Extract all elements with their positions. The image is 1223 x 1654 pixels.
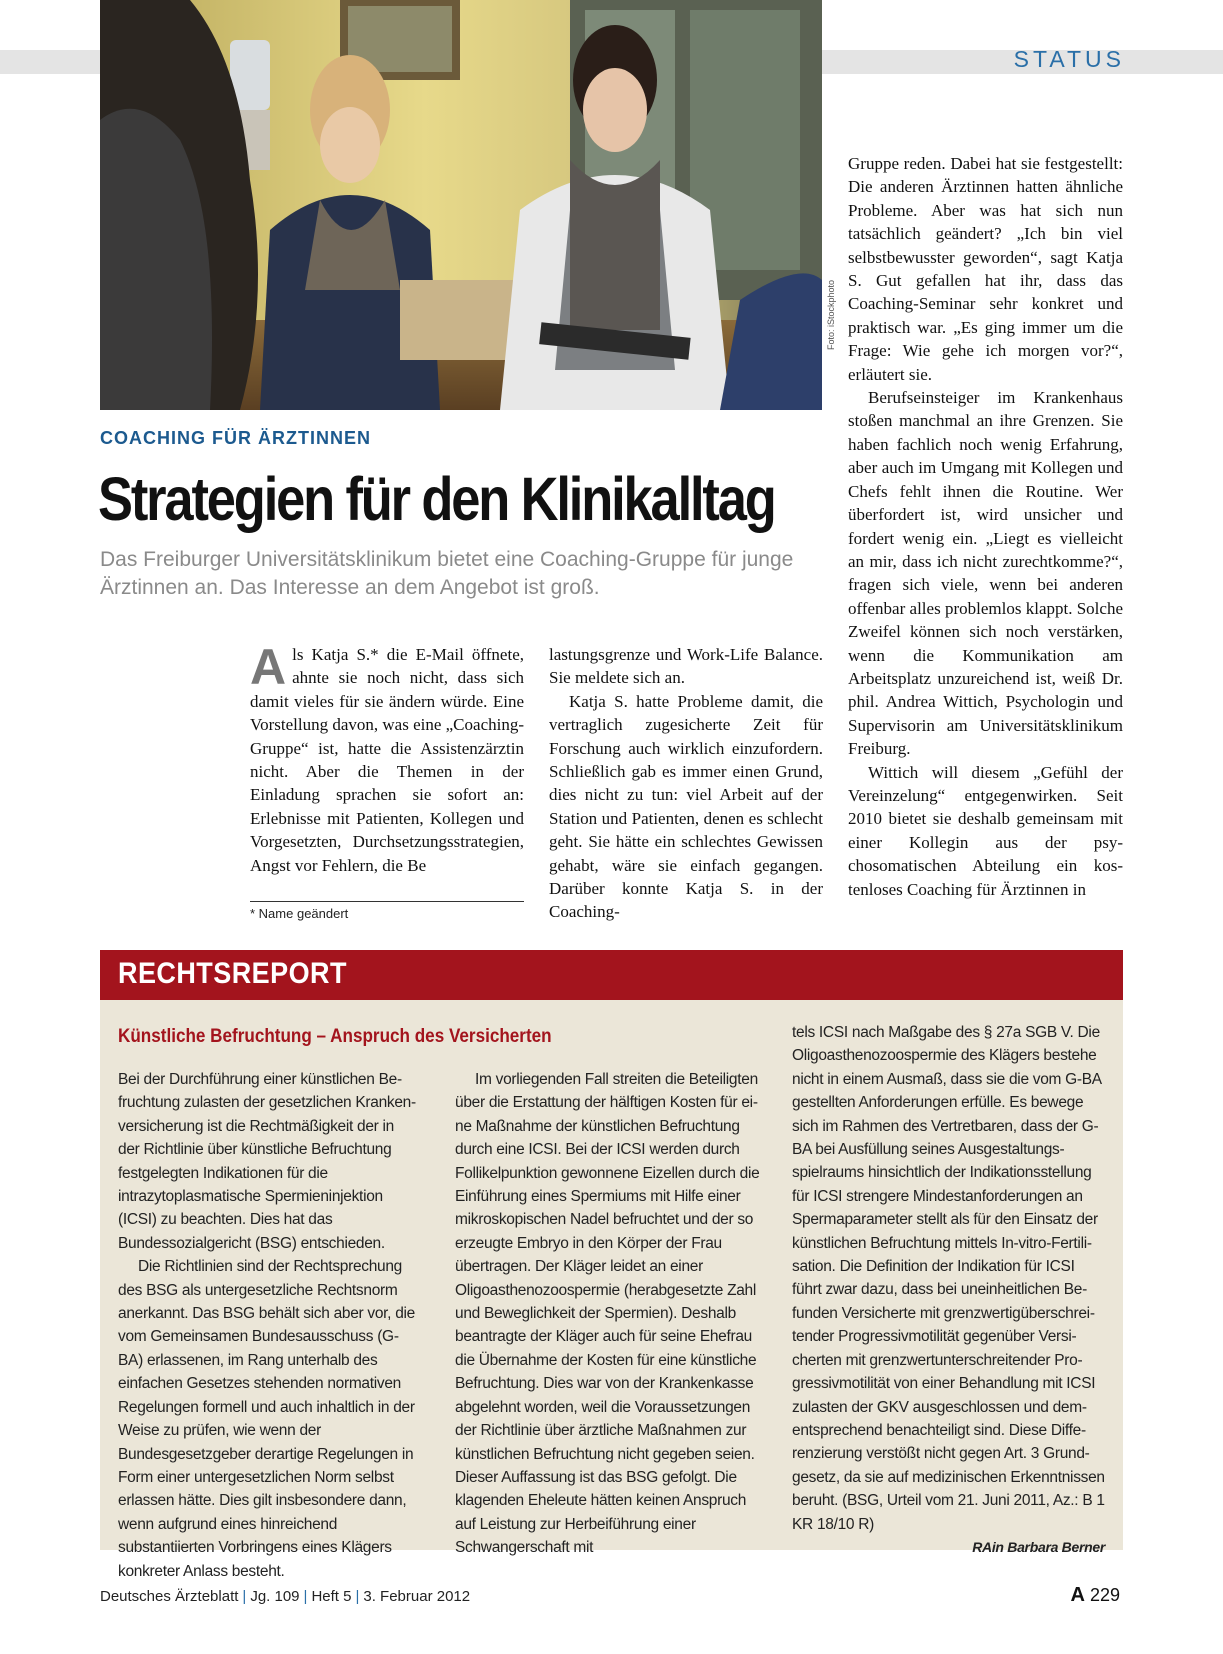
article-paragraph: Gruppe reden. Dabei hat sie festgestellt: Die anderen Ärztinnen hatten ähnliche Probleme. Aber was hat sich nun tatsächlich geändert? „Ich bin viel selbstbewusster geworden“, sagt Katja S. Gut gefallen hat ihr, dass das Coaching-Seminar sehr konkret und praktisch war. „Es ging immer um die Frage: Wie gehe ich morgen vor?“, erläutert sie. <box>848 154 1123 384</box>
drop-cap: A <box>250 639 287 695</box>
report-column-3 <box>792 1021 1105 1559</box>
journal-volume: Jg. 109 <box>250 1588 300 1605</box>
report-paragraph: tels ICSI nach Maßgabe des § 27a SGB V. Die Oligoasthenozoospermie des Klägers bestehe nicht in einem Ausmaß, dass sie die vom G-BA gestellten Anforderungen erfülle. Es bewege sich im Rahmen des Vertretbaren, dass der G-BA bei Ausfüllung seines Ausgestaltungsspielraums hinsichtlich der Indikationsstellung für ICSI strengere Mindestanforderungen an Spermaparameter stellt als für den Einsatz der künstlichen Befruchtung mittels In-vitro-Fertilisation. Die Definition der Indikation für ICSI führt zwar dazu, dass bei uneinheitlichen Befunden Versicherte mit grenzwertigüberschreitender Progressivmotilität gegenüber Versicherten mit grenzwertunterschreitender Progressivmotilität von einer Behandlung mit ICSI zulasten der GKV ausgeschlossen und dementsprechend benachteiligt sind. Diese Differenzierung verstößt nicht gegen Art. 3 Grundgesetz, da sie auf medizinischen Erkenntnissen beruht. (BSG, Urteil vom 21. Juni 2011, Az.: B 1 KR 18/10 R) <box>792 1024 1105 1533</box>
journal-date: 3. Februar 2012 <box>363 1588 471 1605</box>
article-column-3 <box>848 152 1123 901</box>
report-column-1 <box>118 1068 418 1583</box>
report-paragraph: Im vorliegenden Fall streiten die Beteiligten über die Erstattung der hälftigen Kosten für eine Maßnahme der künstlichen Befruchtung durch eine ICSI. Bei der ICSI werden durch Follikelpunktion gewonnene Eizellen durch die Einführung eines Spermiums mit Hilfe einer mikroskopischen Nadel befruchtet und der so erzeugte Embryo in den Körper der Frau übertragen. Der Kläger leidet an einer Oligoasthenozoospermie (herabgesetzte Zahl und Beweglichkeit der Spermien). Deshalb beantragte der Kläger auch für seine Ehefrau die Übernahme der Kosten für eine künstliche Befruchtung. Dies war von der Krankenkasse abgelehnt worden, weil die Voraussetzungen der Richtlinie über ärztliche Maßnahmen zur künstlichen Befruchtung nicht gegeben seien. Dieser Auffassung ist das BSG gefolgt. Die klagenden Eheleute hätten keinen Anspruch auf Leistung zur Herbeiführung einer Schwangerschaft mit <box>455 1071 760 1557</box>
report-paragraph: Bei der Durchführung einer künstlichen Befruchtung zulasten der gesetzlichen Krankenversicherung ist die Rechtmäßigkeit der in der Richtlinie über künstliche Befruchtung festgelegten Indikationen für die intrazytoplasmatische Spermieninjektion (ICSI) zu beachten. Dies hat das Bundessozialgericht (BSG) entschieden. <box>118 1071 417 1252</box>
article-column-2 <box>549 643 823 924</box>
article-photo <box>100 0 822 410</box>
article-paragraph: Wittich will diesem „Gefühl der Vereinzelung“ entgegenwirken. Seit 2010 bietet sie deshalb gemeinsam mit einer Kollegin aus der psychosomatischen Abteilung ein kostenloses Coaching für Ärztinnen in <box>848 762 1123 899</box>
article-title: Strategien für den Klinikalltag <box>98 465 775 533</box>
photo-credit: Foto: iStockphoto <box>826 279 836 350</box>
rechtsreport-subtitle: Künstliche Befruchtung – Anspruch des Versicherten <box>118 1026 552 1047</box>
report-author: RAin Barbara Berner <box>972 1538 1105 1555</box>
article-paragraph: Katja S. hatte Probleme damit, die vertraglich zugesicherte Zeit für Forschung auch wirklich einzufordern. Schließlich gab es immer einen Grund, dies nicht zu tun: viel Arbeit auf der Station und Patienten, denen es schlecht geht. Sie hätte ein schlechtes Gewissen gehabt, wäre sie einfach gegangen. Darüber konnte Katja S. in der Coaching- <box>549 691 823 922</box>
journal-name: Deutsches Ärzteblatt <box>100 1588 239 1605</box>
article-paragraph: Berufseinsteiger im Krankenhaus stoßen manchmal an ihre Grenzen. Sie haben fachlich noch wenig Erfahrung, aber auch im Umgang mit Kollegen und Chefs fehlt ihnen die Routine. Wer überfordert ist, wird unsicher und fordert wenig ein. „Liegt es vielleicht an mir, dass ich nicht zurechtkomme?“, fragen sich viele, wenn bei anderen offenbar alles problemlos klappt. Solche Zweifel können sich noch verstärken, wenn die Kommunikation am Arbeitsplatz unzureichend ist, weiß Dr. phil. Andrea Wittich, Psychologin und Supervisorin am Universitätsklinikum Freiburg. <box>848 388 1123 759</box>
report-paragraph: Die Richtlinien sind der Rechtsprechung des BSG als untergesetzliche Rechtsnorm anerkannt. Das BSG behält sich aber vor, die vom Gemeinsamen Bundesausschuss (G-BA) erlassenen, im Rang unterhalb des einfachen Gesetzes stehenden normativen Regelungen formell und auch inhaltlich in der Weise zu prüfen, wie wenn der Bundesgesetzgeber derartige Regelungen in Form einer untergesetzlichen Norm selbst erlassen hätte. Dies gilt insbesondere dann, wenn aufgrund eines hinreichend substantiierten Vorbringens eines Klägers konkreter Anlass besteht. <box>118 1258 415 1580</box>
rechtsreport-title: RECHTSREPORT <box>118 957 347 990</box>
page-prefix: A <box>1070 1584 1085 1606</box>
publication-info: Deutsches Ärzteblatt | Jg. 109 | Heft 5 | 3. Februar 2012 <box>100 1588 471 1605</box>
journal-issue: Heft 5 <box>311 1588 352 1605</box>
footnote: * Name geändert <box>250 906 349 921</box>
article-paragraph: ls Katja S.* die E-Mail öffnete, ahnte sie noch nicht, dass sich damit vieles für sie ändern würde. Eine Vorstellung davon, was eine „Coaching-Gruppe“ ist, hatte die Assistenzärztin nicht. Aber die Themen in der Einladung sprachen sie sofort an: Erlebnisse mit Patienten, Kollegen und Vorgesetzten, Durchsetzungsstrategien, Angst vor Fehlern, die Be <box>250 645 524 875</box>
article-column-1 <box>250 639 524 877</box>
page-number-value: 229 <box>1089 1585 1120 1605</box>
footnote-rule <box>250 901 524 902</box>
article-paragraph: lastungsgrenze und Work-Life Balance. Sie meldete sich an. <box>549 645 823 688</box>
article-lead: Das Freiburger Universitätsklinikum bietet eine Coaching-Gruppe für junge Ärztinnen an. Das Interesse an dem Angebot ist groß. <box>100 548 794 599</box>
article-kicker: COACHING FÜR ÄRZTINNEN <box>100 428 371 448</box>
page-number <box>1070 1584 1120 1607</box>
section-label: STATUS <box>1013 46 1125 72</box>
report-column-2 <box>455 1068 760 1560</box>
